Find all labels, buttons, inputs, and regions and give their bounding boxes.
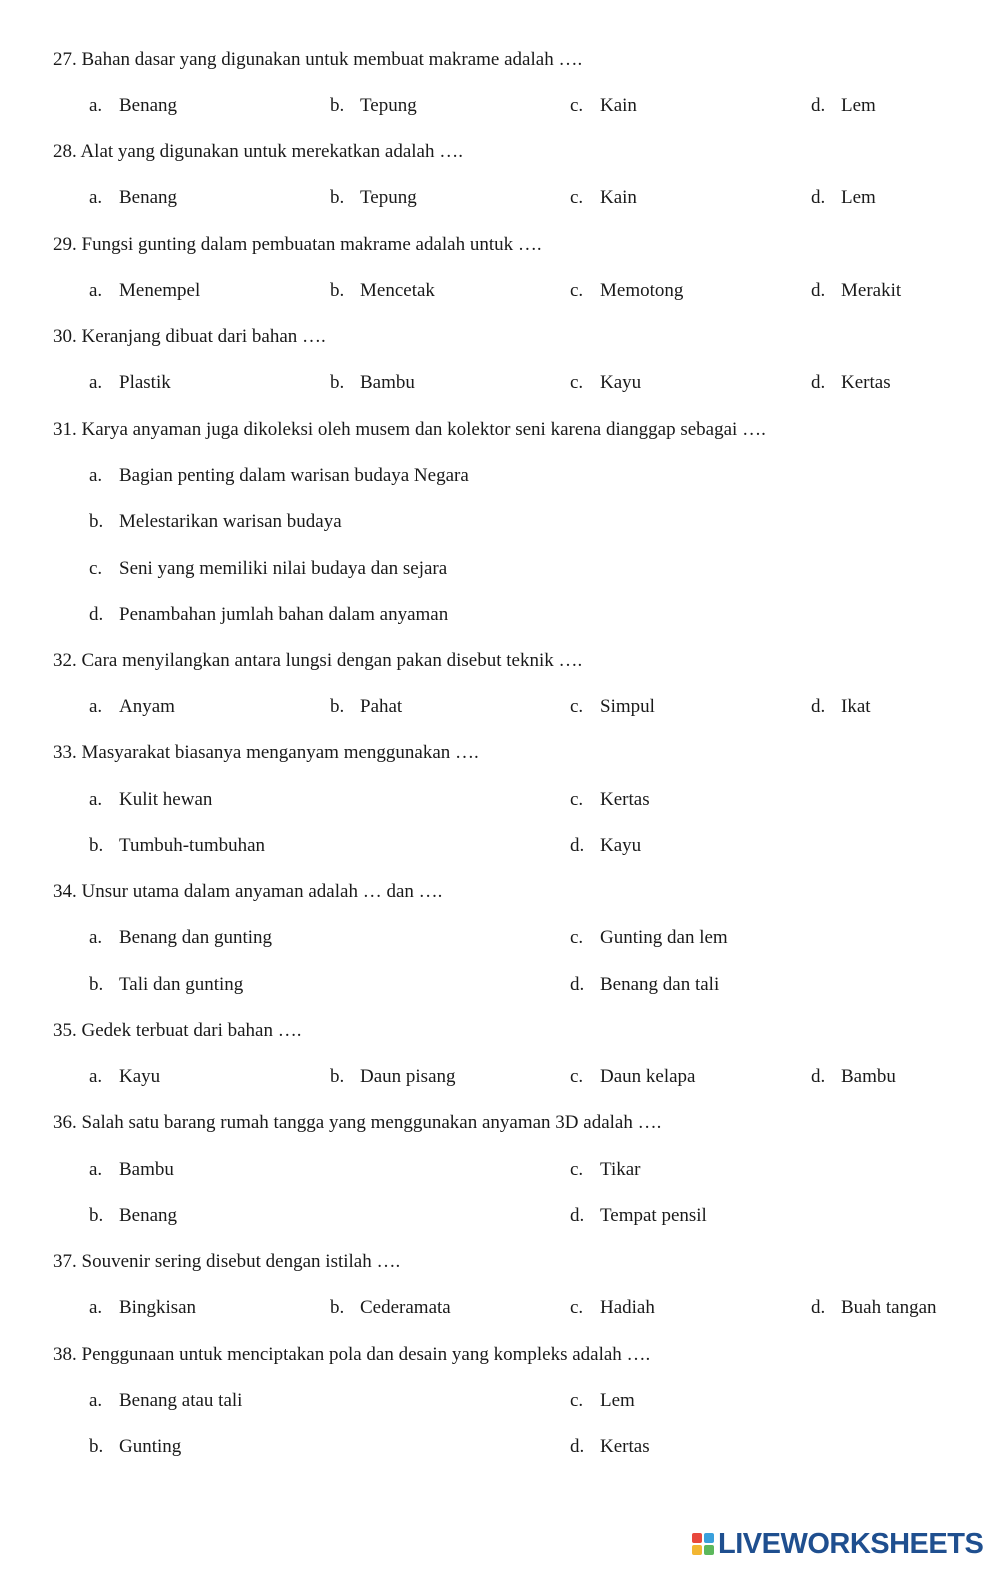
- option[interactable]: b. Tepung: [330, 95, 417, 116]
- option[interactable]: a. Anyam: [89, 696, 175, 717]
- option[interactable]: a. Benang dan gunting: [89, 927, 273, 948]
- option[interactable]: a. Menempel: [89, 280, 201, 301]
- question-30-text: 30. Keranjang dibuat dari bahan ….: [53, 326, 326, 347]
- option[interactable]: d. Buah tangan: [811, 1297, 937, 1318]
- option[interactable]: c. Gunting dan lem: [570, 927, 728, 948]
- logo-tile: [692, 1545, 702, 1555]
- option[interactable]: a. Benang: [89, 187, 178, 208]
- option[interactable]: b. Bambu: [330, 372, 415, 393]
- option[interactable]: b. Tali dan gunting: [89, 974, 244, 995]
- question-27-text: 27. Bahan dasar yang digunakan untuk membuat makrame adalah ….: [53, 49, 583, 70]
- option[interactable]: d. Tempat pensil: [570, 1205, 707, 1226]
- option[interactable]: c. Memotong: [570, 280, 684, 301]
- question-37-text: 37. Souvenir sering disebut dengan istilah ….: [53, 1251, 401, 1272]
- option[interactable]: d. Bambu: [811, 1066, 896, 1087]
- option[interactable]: a. Benang: [89, 95, 178, 116]
- question-36-text: 36. Salah satu barang rumah tangga yang menggunakan anyaman 3D adalah ….: [53, 1112, 662, 1133]
- liveworksheets-logo: [692, 1527, 983, 1561]
- option[interactable]: c. Tikar: [570, 1159, 641, 1180]
- option[interactable]: d. Kertas: [570, 1436, 650, 1457]
- option[interactable]: a. Plastik: [89, 372, 171, 393]
- option[interactable]: d. Benang dan tali: [570, 974, 720, 995]
- option[interactable]: d. Lem: [811, 187, 876, 208]
- option[interactable]: b. Tumbuh-tumbuhan: [89, 835, 266, 856]
- option[interactable]: b. Gunting: [89, 1436, 182, 1457]
- question-31-text: 31. Karya anyaman juga dikoleksi oleh musem dan kolektor seni karena dianggap sebagai ….: [53, 419, 766, 440]
- option[interactable]: b. Mencetak: [330, 280, 435, 301]
- option[interactable]: a. Kulit hewan: [89, 789, 213, 810]
- option[interactable]: b. Pahat: [330, 696, 403, 717]
- option[interactable]: c. Kayu: [570, 372, 642, 393]
- question-32-text: 32. Cara menyilangkan antara lungsi dengan pakan disebut teknik ….: [53, 650, 583, 671]
- option[interactable]: c. Kertas: [570, 789, 650, 810]
- option[interactable]: c. Lem: [570, 1390, 635, 1411]
- option[interactable]: b. Melestarikan warisan budaya: [89, 511, 342, 532]
- logo-tile: [704, 1533, 714, 1543]
- brand-name: LIVEWORKSHEETS: [718, 1527, 984, 1560]
- option[interactable]: b. Daun pisang: [330, 1066, 456, 1087]
- question-34-text: 34. Unsur utama dalam anyaman adalah … dan ….: [53, 881, 443, 902]
- option[interactable]: d. Kayu: [570, 835, 642, 856]
- option[interactable]: b. Cederamata: [330, 1297, 451, 1318]
- option[interactable]: c. Hadiah: [570, 1297, 655, 1318]
- question-28-text: 28. Alat yang digunakan untuk merekatkan adalah ….: [53, 141, 463, 162]
- question-33-text: 33. Masyarakat biasanya menganyam menggunakan ….: [53, 742, 479, 763]
- option[interactable]: c. Simpul: [570, 696, 655, 717]
- option[interactable]: c. Seni yang memiliki nilai budaya dan sejara: [89, 558, 448, 579]
- option[interactable]: a. Bagian penting dalam warisan budaya Negara: [89, 465, 469, 486]
- option[interactable]: c. Daun kelapa: [570, 1066, 696, 1087]
- option[interactable]: d. Kertas: [811, 372, 891, 393]
- logo-tile: [704, 1545, 714, 1555]
- question-38-text: 38. Penggunaan untuk menciptakan pola dan desain yang kompleks adalah ….: [53, 1344, 651, 1365]
- option[interactable]: d. Ikat: [811, 696, 871, 717]
- logo-tiles-icon: [692, 1533, 714, 1555]
- option[interactable]: a. Benang atau tali: [89, 1390, 243, 1411]
- option[interactable]: c. Kain: [570, 187, 637, 208]
- option[interactable]: b. Tepung: [330, 187, 417, 208]
- option[interactable]: d. Lem: [811, 95, 876, 116]
- question-35-text: 35. Gedek terbuat dari bahan ….: [53, 1020, 302, 1041]
- option[interactable]: d. Penambahan jumlah bahan dalam anyaman: [89, 604, 449, 625]
- option[interactable]: c. Kain: [570, 95, 637, 116]
- option[interactable]: b. Benang: [89, 1205, 178, 1226]
- option[interactable]: a. Bambu: [89, 1159, 174, 1180]
- option[interactable]: a. Bingkisan: [89, 1297, 197, 1318]
- question-29-text: 29. Fungsi gunting dalam pembuatan makrame adalah untuk ….: [53, 234, 542, 255]
- option[interactable]: d. Merakit: [811, 280, 902, 301]
- logo-tile: [692, 1533, 702, 1543]
- option[interactable]: a. Kayu: [89, 1066, 161, 1087]
